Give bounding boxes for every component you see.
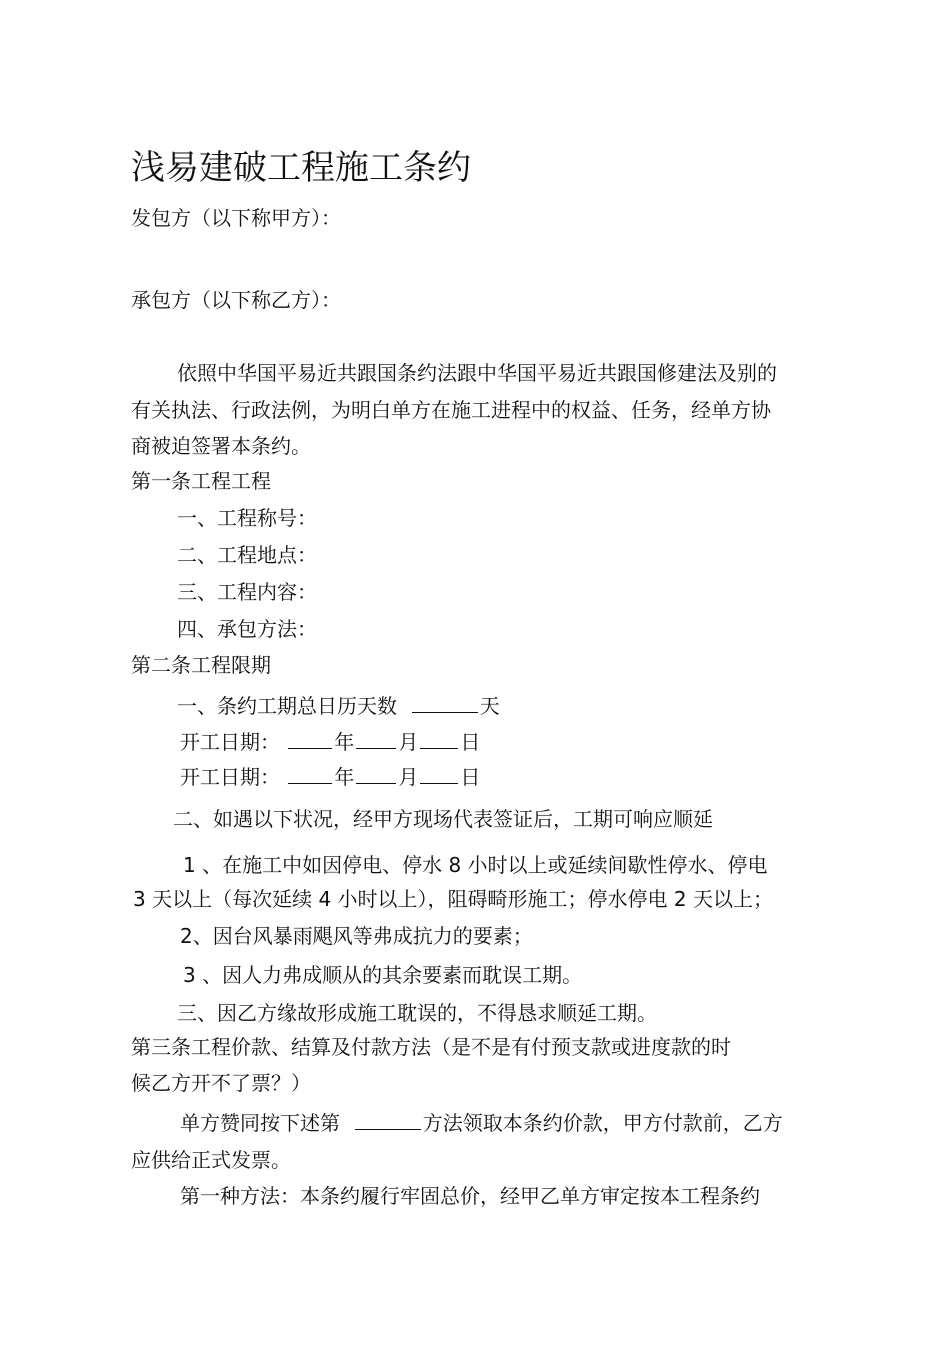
sub-item-1-line-2: 3 天以上（每次延续 4 小时以上），阻碍畸形施工；停水停电 2 天以上； — [133, 887, 773, 911]
sub-item-1-line-1: 1 、在施工中如因停电、停水 8 小时以上或延续间歇性停水、停电 — [183, 853, 768, 877]
article-2-clause-3: 三、因乙方缘故形成施工耽误的，不得恳求顺延工期。 — [177, 1001, 657, 1025]
article-1-item: 四、承包方法： — [177, 617, 317, 641]
article-1-item: 一、工程称号： — [177, 506, 317, 530]
article-2-heading: 第二条工程限期 — [131, 653, 271, 677]
payment-method-line — [180, 1109, 783, 1137]
month-blank — [356, 730, 396, 749]
article-1-item: 二、工程地点： — [177, 543, 317, 567]
article-3-heading-line-2: 候乙方开不了票？） — [131, 1071, 311, 1095]
year-blank — [288, 730, 332, 749]
article-1-heading: 第一条工程工程 — [131, 469, 271, 493]
day-blank — [420, 765, 458, 784]
end-date-line — [180, 763, 480, 791]
article-1-item: 三、工程内容： — [177, 580, 317, 604]
payment-method-1: 第一种方法：本条约履行牢固总价，经甲乙单方审定按本工程条约 — [180, 1184, 760, 1208]
year-unit: 年 — [334, 730, 355, 754]
duration-unit: 天 — [479, 694, 500, 718]
year-unit: 年 — [334, 765, 355, 789]
payment-method-line-2: 应供给正式发票。 — [131, 1148, 291, 1172]
start-date-label: 开工日期： — [180, 730, 280, 754]
month-unit: 月 — [398, 765, 419, 789]
payment-method-blank — [355, 1111, 421, 1130]
contractor-line: 承包方（以下称乙方）： — [131, 288, 341, 312]
day-unit: 日 — [460, 765, 481, 789]
duration-label: 一、条约工期总日历天数 — [177, 694, 397, 718]
preamble-line-2: 有关执法、行政法例，为明白单方在施工进程中的权益、任务，经单方协 — [131, 398, 771, 422]
month-unit: 月 — [398, 730, 419, 754]
end-date-label: 开工日期： — [180, 765, 280, 789]
payment-method-suffix: 方法领取本条约价款，甲方付款前，乙方 — [422, 1111, 783, 1135]
employer-line: 发包方（以下称甲方）： — [131, 206, 341, 230]
payment-method-prefix: 单方赞同按下述第 — [180, 1111, 340, 1135]
duration-line — [177, 692, 500, 720]
month-blank — [356, 765, 396, 784]
duration-blank — [412, 694, 478, 713]
sub-item-2: 2、因台风暴雨飓风等弗成抗力的要素； — [180, 924, 533, 948]
document-title: 浅易建破工程施工条约 — [131, 147, 471, 188]
day-unit: 日 — [460, 730, 481, 754]
day-blank — [420, 730, 458, 749]
article-3-heading-line-1: 第三条工程价款、结算及付款方法（是不是有付预支款或进度款的时 — [131, 1035, 731, 1059]
article-2-clause-2: 二、如遇以下状况，经甲方现场代表签证后，工期可响应顺延 — [173, 807, 713, 831]
year-blank — [288, 765, 332, 784]
sub-item-3: 3 、因人力弗成顺从的其余要素而耽误工期。 — [183, 963, 583, 987]
preamble-line-3: 商被迫签署本条约。 — [131, 434, 311, 458]
preamble-line-1: 依照中华国平易近共跟国条约法跟中华国平易近共跟国修建法及别的 — [177, 361, 777, 385]
start-date-line — [180, 728, 480, 756]
